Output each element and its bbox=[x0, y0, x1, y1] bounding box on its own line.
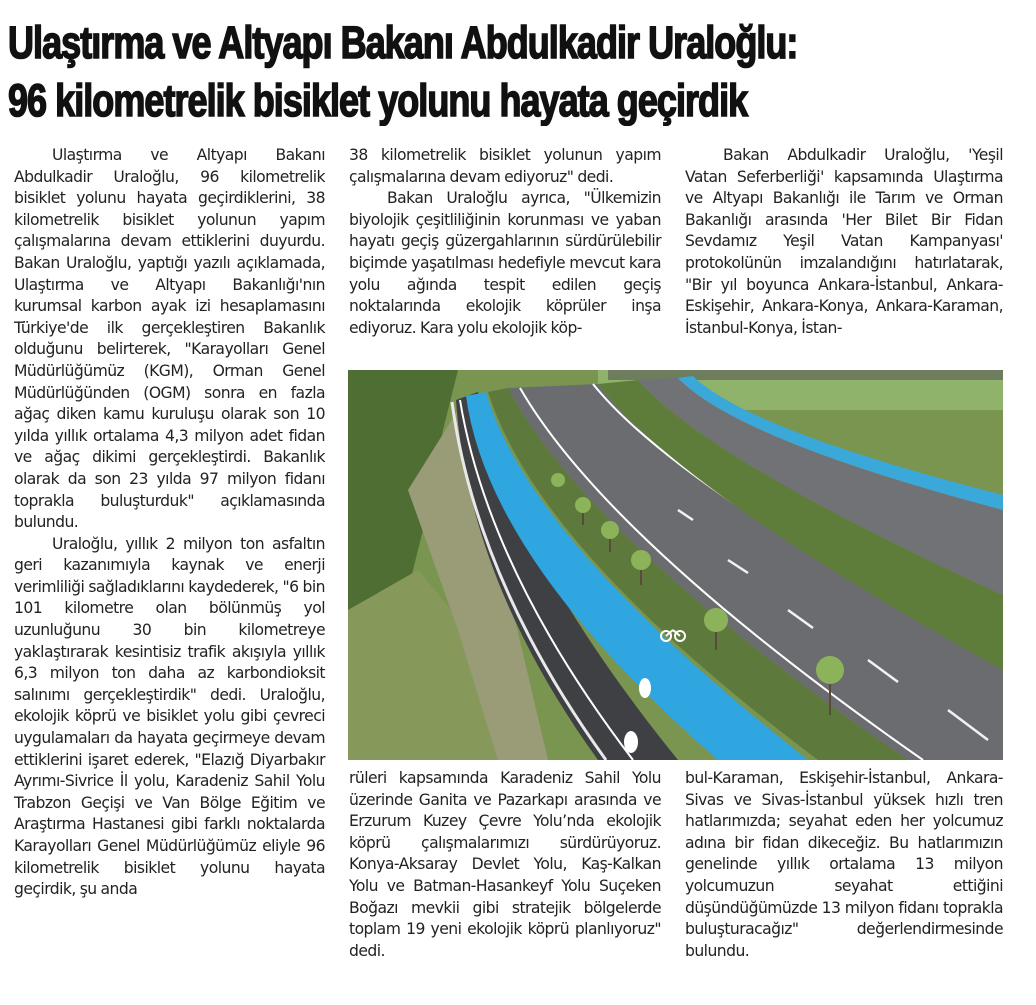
paragraph: Bakan Uraloğlu ayrıca, "Ülkemizin biyolojik çeşitliliğinin korunması ve yaban hayatı geçiş güzergahlarının sürdürülebilir biçimde yaşatılması hedefiyle mevcut kara yolu ağında tespit edilen geçiş noktalarında ekolojik köprüler inşa ediyoruz. Kara yolu ekolojik köp- bbox=[349, 189, 661, 337]
paragraph: Uraloğlu, yıllık 2 milyon ton asfaltın geri kazanımıyla kaynak ve enerji verimliliği sağladıklarını kaydederek, "6 bin 101 kilometre olan bölünmüş yol uzunluğunu 30 bin kilometreye yaklaştırarak kesintisiz trafik akışıyla yıllık 6,3 milyon ton daha az karbondioksit salınımı gerçekleştirdik" dedi. Uraloğlu, ekolojik köprü ve bisiklet yolu gibi çevreci uygulamaları da hayata geçirmeye devam ettiklerini işaret ederek, "Elazığ Diyarbakır Ayrımı-Sivrice İl yolu, Karadeniz Sahil Yolu Trabzon Geçişi ve Van Bölge Eğitim ve Araştırma Hastanesi gibi farklı noktalarda Karayolları Genel Müdürlüğümüz eliyle 96 kilometrelik bisiklet yolunu hayata geçirdik, şu anda bbox=[14, 534, 325, 899]
headline-line-1: Ulaştırma ve Altyapı Bakanı Abdulkadir Uraloğlu: bbox=[8, 17, 798, 68]
article-headline bbox=[8, 14, 1032, 130]
article-column-3-top bbox=[685, 145, 1003, 339]
article-column-2-top bbox=[349, 145, 661, 339]
article-column-3-bottom bbox=[685, 768, 1003, 962]
paragraph: Ulaştırma ve Altyapı Bakanı Abdulkadir Uraloğlu, 96 kilometrelik bisiklet yolunu hayata geçirdiklerini, 38 kilometrelik bisiklet yolunun yapım çalışmalarına devam ettiklerini duyurdu. Bakan Uraloğlu, yaptığı yazılı açıklamada, Ulaştırma ve Altyapı Bakanlığı'nın kurumsal karbon ayak izi hesaplamasını Türkiye'de ilk gerçekleştiren Bakanlık olduğunu belirterek, "Karayolları Genel Müdürlüğümüz (KGM), Orman Genel Müdürlüğünden (OGM) sonra en fazla ağaç diken kamu kuruluşu olarak son 10 yılda yıllık ortalama 4,3 milyon adet fidan ve ağaç dikimi gerçekleştirdi. Bakanlık olarak da son 23 yılda 97 milyon fidanı toprakla buluşturduk" açıklamasında bulundu. bbox=[14, 146, 325, 532]
paragraph: bul-Karaman, Eskişehir-İstanbul, Ankara-Sivas ve Sivas-İstanbul yüksek hızlı tren hatlarımızda; seyahat eden her yolcumuz adına bir fidan dikeceğiz. Bu hatlarımızın genelinde yıllık ortalama 13 milyon yolcumuzun seyahat ettiğini düşündüğümüzde 13 milyon fidanı toprakla buluşturacağız" değerlendirmesinde bulundu. bbox=[685, 769, 1003, 960]
headline-line-2: 96 kilometrelik bisiklet yolunu hayata geçirdik bbox=[8, 75, 748, 126]
paragraph: rüleri kapsamında Karadeniz Sahil Yolu üzerinde Ganita ve Pazarkapı arasında ve Erzurum Kuzey Çevre Yolu’nda ekolojik köprü çalışmalarımızı sürdürüyoruz. Konya-Aksaray Devlet Yolu, Kaş-Kalkan Yolu ve Batman-Hasankeyf Yolu Suçeken Boğazı mevkii gibi stratejik bölgelerde toplam 19 yeni ekolojik köprü planlıyoruz" dedi. bbox=[349, 769, 661, 960]
paragraph: Bakan Abdulkadir Uraloğlu, 'Yeşil Vatan Seferberliği' kapsamında Ulaştırma ve Altyapı Bakanlığı ile Tarım ve Orman Bakanlığı arasında 'Her Bilet Bir Fidan Sevdamız Yeşil Vatan Kampanyası' protokolünün imzalandığını hatırlatarak, "Bir yıl boyunca Ankara-İstanbul, Ankara-Eskişehir, Ankara-Konya, Ankara-Karaman, İstanbul-Konya, İstan- bbox=[685, 146, 1003, 337]
article-column-2-bottom bbox=[349, 768, 661, 962]
article-column-1 bbox=[14, 145, 325, 901]
paragraph: 38 kilometrelik bisiklet yolunun yapım çalışmalarına devam ediyoruz" dedi. bbox=[349, 146, 661, 186]
article-photo-bike-lane-highway bbox=[348, 370, 1003, 760]
